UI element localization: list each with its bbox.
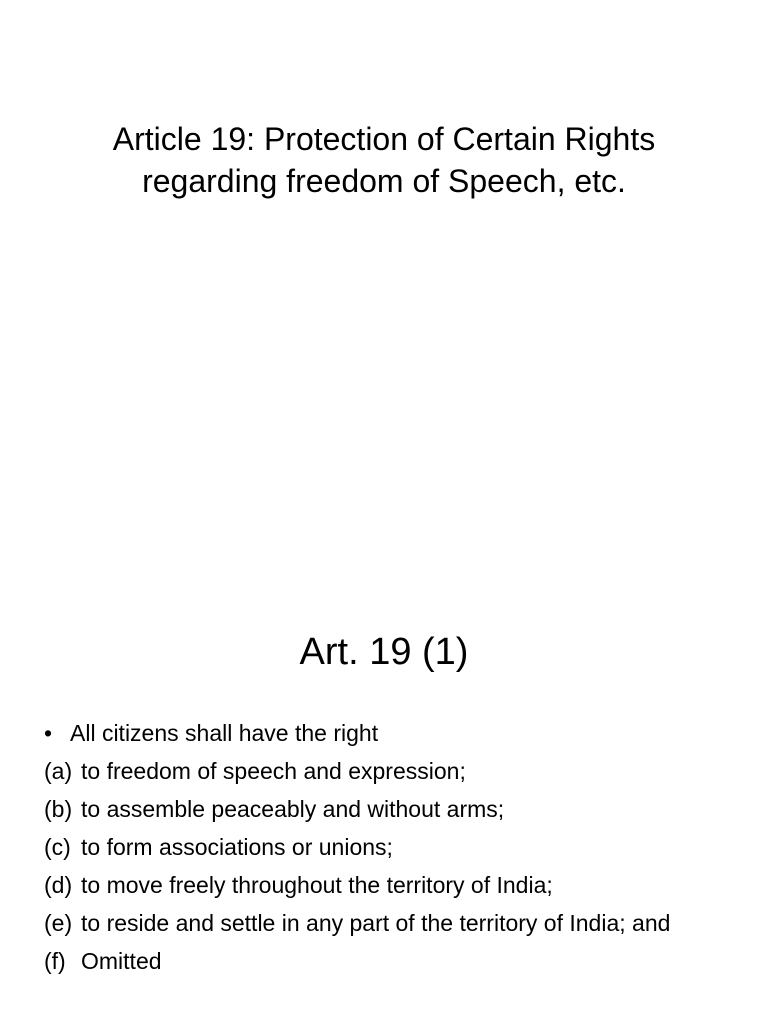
list-item-label: (d) bbox=[44, 872, 73, 898]
list-item-text: to reside and settle in any part of the territory of India; and bbox=[81, 910, 671, 936]
list-item-text: to freedom of speech and expression; bbox=[81, 758, 466, 784]
list-item-label: (c) bbox=[44, 834, 71, 860]
slide-1-title bbox=[40, 118, 728, 202]
slide-2 bbox=[0, 576, 768, 1024]
slide-1-title-line-1: Article 19: Protection of Certain Rights bbox=[112, 121, 656, 157]
list-item-text: to form associations or unions; bbox=[81, 834, 393, 860]
list-item-label: (a) bbox=[44, 758, 73, 784]
bullet-intro-text: All citizens shall have the right bbox=[70, 720, 379, 746]
list-item-label: (e) bbox=[44, 910, 73, 936]
list-item-label: (b) bbox=[44, 796, 73, 822]
list-item-label: (f) bbox=[44, 948, 66, 974]
list-item-d bbox=[44, 866, 724, 904]
bullet-icon: • bbox=[44, 720, 53, 746]
list-item-e bbox=[44, 904, 724, 942]
list-item-text: Omitted bbox=[81, 948, 162, 974]
list-item-b bbox=[44, 790, 724, 828]
list-item-f bbox=[44, 942, 724, 980]
bullet-intro bbox=[44, 714, 724, 752]
rights-list bbox=[44, 714, 724, 980]
slide-2-title: Art. 19 (1) bbox=[299, 631, 469, 673]
slide-1-title-line-2: regarding freedom of Speech, etc. bbox=[142, 163, 626, 199]
list-item-c bbox=[44, 828, 724, 866]
list-item-a bbox=[44, 752, 724, 790]
list-item-text: to move freely throughout the territory of India; bbox=[81, 872, 553, 898]
list-item-text: to assemble peaceably and without arms; bbox=[81, 796, 505, 822]
